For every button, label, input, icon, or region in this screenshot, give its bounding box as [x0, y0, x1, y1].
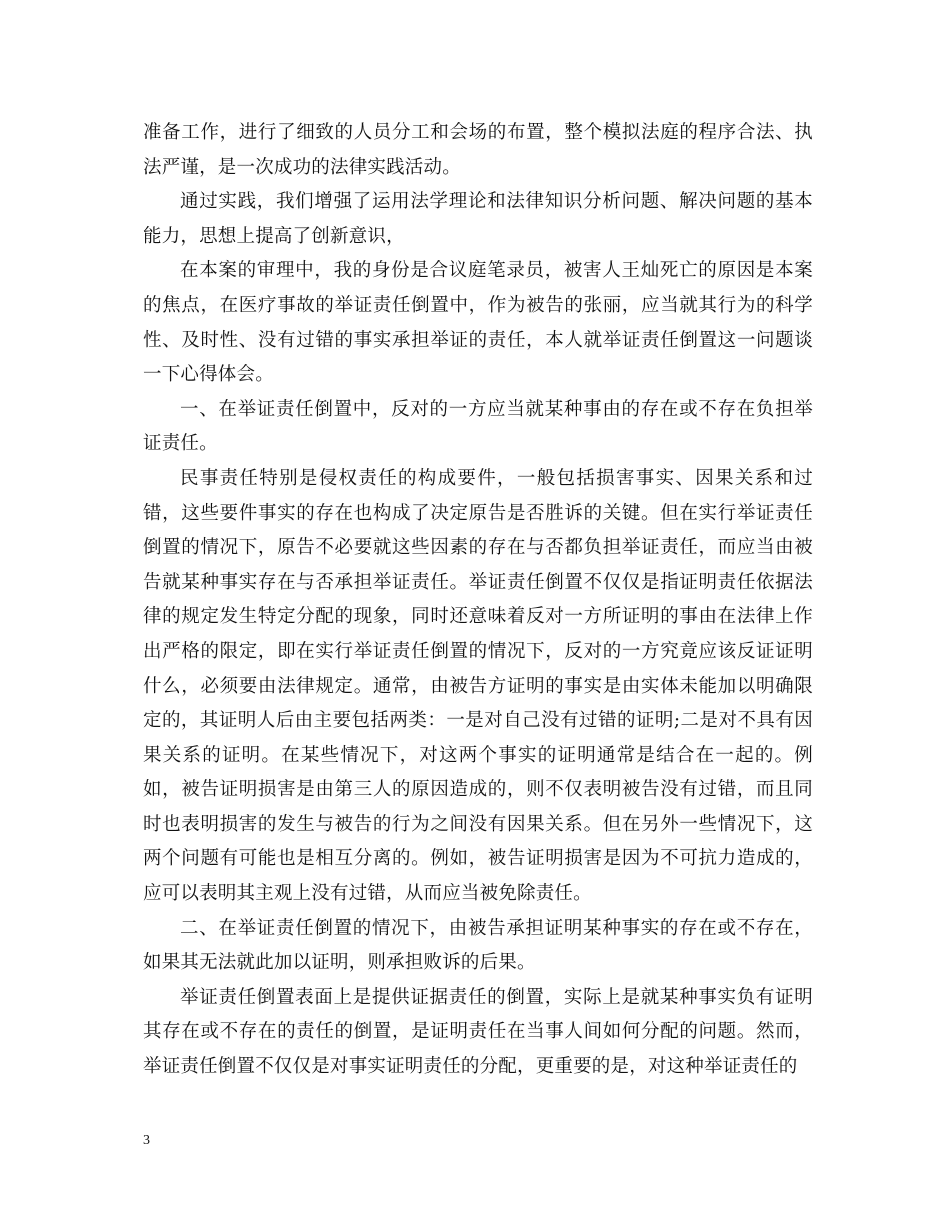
section-heading-one: 一、在举证责任倒置中，反对的一方应当就某种事由的存在或不存在负担举证责任。: [143, 398, 813, 455]
page-number: 3: [143, 1133, 150, 1148]
paragraph-practice-gains: 通过实践，我们增强了运用法学理论和法律知识分析问题、解决问题的基本能力，思想上提高了创新意识，: [143, 191, 813, 247]
document-body: [143, 116, 813, 1085]
paragraph-case-role: 在本案的审理中，我的身份是合议庭笔录员，被害人王灿死亡的原因是本案的焦点，在医疗事故的举证责任倒置中，作为被告的张丽，应当就其行为的科学性、及时性、没有过错的事实承担举证的责任，本人就举证责任倒置这一问题谈一下心得体会。: [143, 260, 813, 386]
paragraph-burden-inversion: 举证责任倒置表面上是提供证据责任的倒置，实际上是就某种事实负有证明其存在或不存在的责任的倒置，是证明责任在当事人间如何分配的问题。然而，举证责任倒置不仅仅是对事实证明责任的分配，更重要的是，对这种举证责任的: [143, 986, 813, 1078]
paragraph-civil-liability: 民事责任特别是侵权责任的构成要件，一般包括损害事实、因果关系和过错，这些要件事实的存在也构成了决定原告是否胜诉的关键。但在实行举证责任倒置的情况下，原告不必要就这些因素的存在与否都负担举证责任，而应当由被告就某种事实存在与否承担举证责任。举证责任倒置不仅仅是指证明责任依据法律的规定发生特定分配的现象，同时还意味着反对一方所证明的事由在法律上作出严格的限定，即在实行举证责任倒置的情况下，反对的一方究竟应该反证证明什么，必须要由法律规定。通常，由被告方证明的事实是由实体未能加以明确限定的，其证明人后由主要包括两类：一是对自己没有过错的证明;二是对不具有因果关系的证明。在某些情况下，对这两个事实的证明通常是结合在一起的。例如，被告证明损害是由第三人的原因造成的，则不仅表明被告没有过错，而且同时也表明损害的发生与被告的行为之间没有因果关系。但在另外一些情况下，这两个问题有可能也是相互分离的。例如，被告证明损害是因为不可抗力造成的，应可以表明其主观上没有过错，从而应当被免除责任。: [143, 467, 813, 905]
paragraph-continuation: 准备工作，进行了细致的人员分工和会场的布置，整个模拟法庭的程序合法、执法严谨，是一次成功的法律实践活动。: [143, 122, 813, 178]
section-heading-two: 二、在举证责任倒置的情况下，由被告承担证明某种事实的存在或不存在，如果其无法就此加以证明，则承担败诉的后果。: [143, 917, 813, 974]
